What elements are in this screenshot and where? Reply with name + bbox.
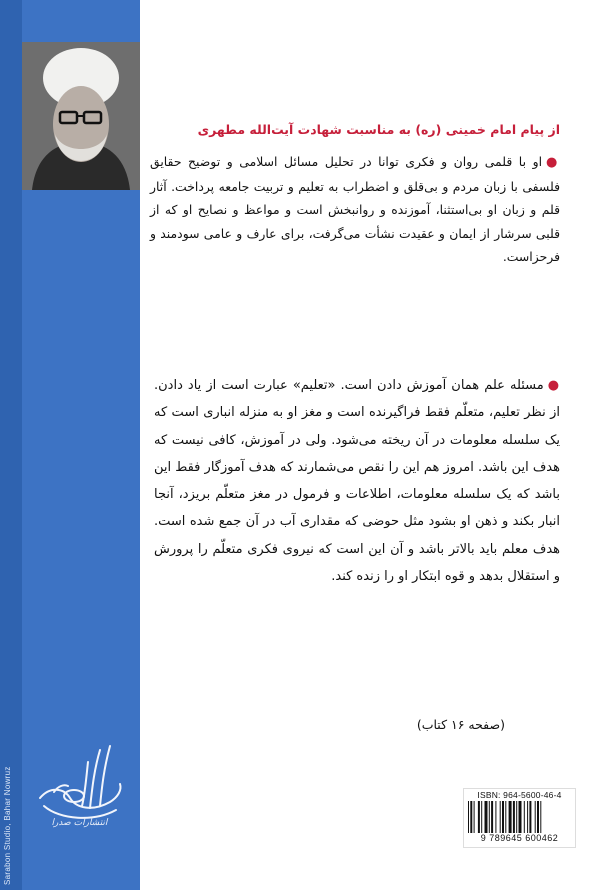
- page-body: [140, 0, 600, 890]
- barcode-icon: [466, 801, 573, 833]
- publisher-name: انتشارات صدرا: [51, 818, 108, 828]
- quote-heading: از پیام امام خمینی (ره) به مناسبت شهادت آیت‌الله مطهری: [197, 122, 560, 137]
- bullet-icon: ●: [546, 155, 560, 170]
- isbn-barcode: [463, 788, 576, 848]
- paragraph-2-text: مسئله علم همان آموزش دادن است. «تعلیم» عبارت است از یاد دادن. از نظر تعلیم، متعلّم فقط فراگیرنده است و مغز او به منزله انباری است که یک سلسله معلومات در آن ریخته می‌شود. ولی در آموزش، کافی نیست که هدف این باشد. امروز هم این را نقص می‌شمارند که هدف آموزگار فقط این باشد که یک سلسله معلومات، اطلاعات و فرمول در مغز متعلّم بریزد، آنجا انبار بکند و ذهن او بشود مثل حوضی که مقداری آب در آن جمع شده است. هدف معلم باید بالاتر باشد و آن این است که نیروی فکری متعلّم را پرورش و استقلال بدهد و قوه ابتکار او را زنده کند.: [154, 378, 560, 585]
- bullet-icon: ●: [547, 378, 561, 393]
- paragraph-1-text: او با قلمی روان و فکری توانا در تحلیل مسائل اسلامی و توضیح حقایق فلسفی با زبان مردم و بی‌قلق و اضطراب به تعلیم و تربیت جامعه پرداخت. آثار قلم و زبان او بی‌استثنا، آموزنده و روانبخش است و مواعظ و نصایح او که از قلبی سرشار از ایمان و عقیدت نشأت می‌گرفت، برای عارف و عامی سودمند و فرحزاست.: [150, 154, 560, 265]
- isbn-label: ISBN: 964-5600-46-4: [477, 790, 562, 800]
- page-reference: (صفحه ۱۶ کتاب): [416, 717, 505, 732]
- quote-paragraph-1: [150, 150, 560, 269]
- author-portrait: [22, 42, 140, 190]
- spine-strip: [0, 0, 22, 890]
- designer-credit: Sarabon Studio, Bahar Nowruz: [3, 766, 12, 885]
- quote-paragraph-2: [154, 372, 560, 590]
- ean-number: 9 789645 600462: [480, 833, 559, 843]
